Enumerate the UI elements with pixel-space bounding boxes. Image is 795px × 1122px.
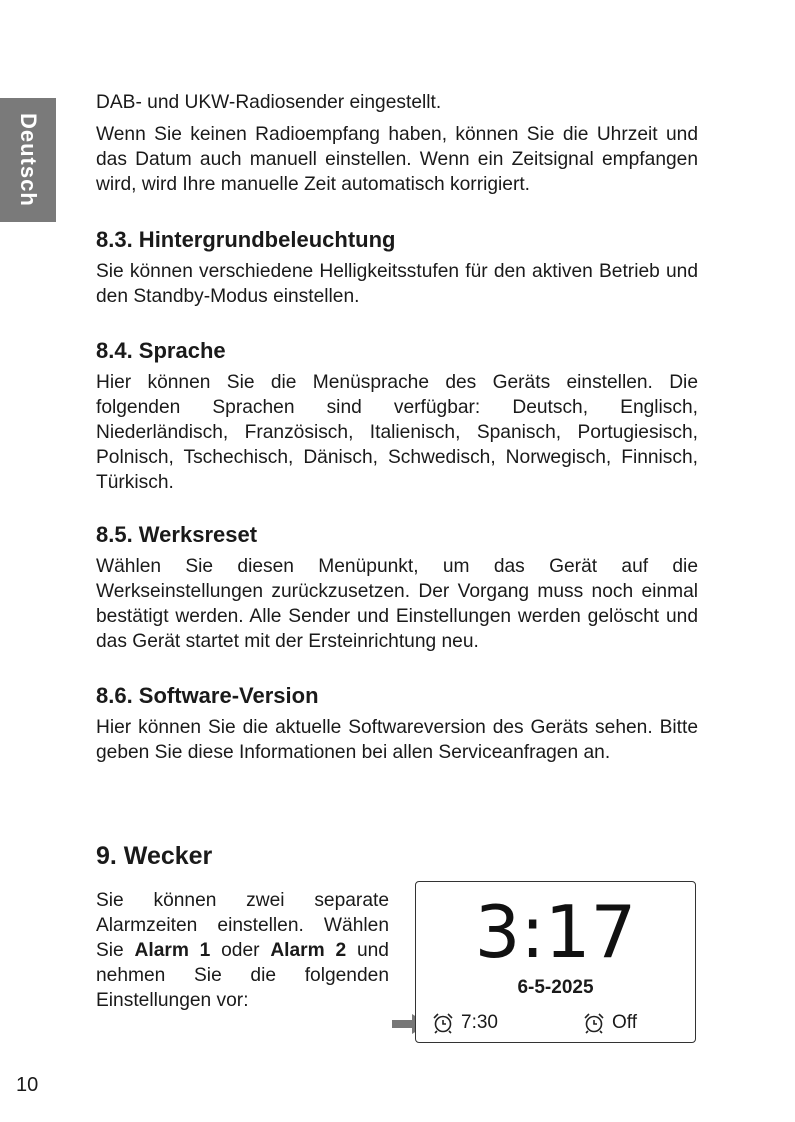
alarm-intro-text: Sie können zwei separate Alarmzeiten einstellen. Wählen Sie Alarm 1 oder Alarm 2 und nehmen Sie die folgenden Einstellungen vor: [96,890,389,1011]
section-software-version [96,682,698,765]
section-heading: 9. Wecker [96,842,213,870]
page-number: 10 [16,1074,39,1096]
section-backlight [96,226,698,309]
intro-block [96,90,698,197]
display-time: 3:17 [474,890,637,974]
alarm-clock-icon [583,1012,605,1034]
section-factory-reset [96,521,698,654]
intro-paragraph-2: Wenn Sie keinen Radioempfang haben, können Sie die Uhrzeit und das Datum auch manuell einstellen. Wenn ein Zeitsignal empfangen wird, wird Ihre manuelle Zeit automatisch korrigiert. [96,124,698,195]
section-heading: 8.5. Werksreset [96,522,258,547]
section-heading: 8.4. Sprache [96,338,226,363]
language-side-tab [0,98,56,222]
section-heading: 8.6. Software-Version [96,683,319,708]
display-date: 6-5-2025 [517,977,594,998]
section-heading: 8.3. Hintergrundbeleuchtung [96,227,396,252]
section-language [96,337,698,495]
section-text: Wählen Sie diesen Menüpunkt, um das Gerät auf die Werkseinstellungen zurückzusetzen. Der Vorgang muss noch einmal bestätigt werden. Alle Sender und Einstellungen werden gelöscht und das Gerät startet mit der Ersteinrichtung neu. [96,556,698,652]
section-text: Hier können Sie die Menüsprache des Geräts einstellen. Die folgenden Sprachen sind verfügbar: Deutsch, Englisch, Niederländisch, Französisch, Italienisch, Spanisch, Portugiesisch, Polnisch, Tschechisch, Dänisch, Schwedisch, Norwegisch, Finnisch, Türkisch. [96,372,698,493]
intro-paragraph-1: DAB- und UKW-Radiosender eingestellt. [96,92,442,113]
language-side-tab-label: Deutsch [16,113,41,207]
alarm-1-time: 7:30 [461,1012,498,1033]
alarm-2-time: Off [612,1012,637,1033]
section-text: Sie können verschiedene Helligkeitsstufen für den aktiven Betrieb und den Standby-Modus einstellen. [96,261,698,307]
alarm-clock-icon [432,1012,454,1034]
alarm-2-status [583,1012,637,1034]
alarm-1-status [432,1012,498,1034]
radio-display [415,881,696,1043]
section-text: Hier können Sie die aktuelle Softwareversion des Geräts sehen. Bitte geben Sie diese Informationen bei allen Serviceanfragen an. [96,717,698,763]
